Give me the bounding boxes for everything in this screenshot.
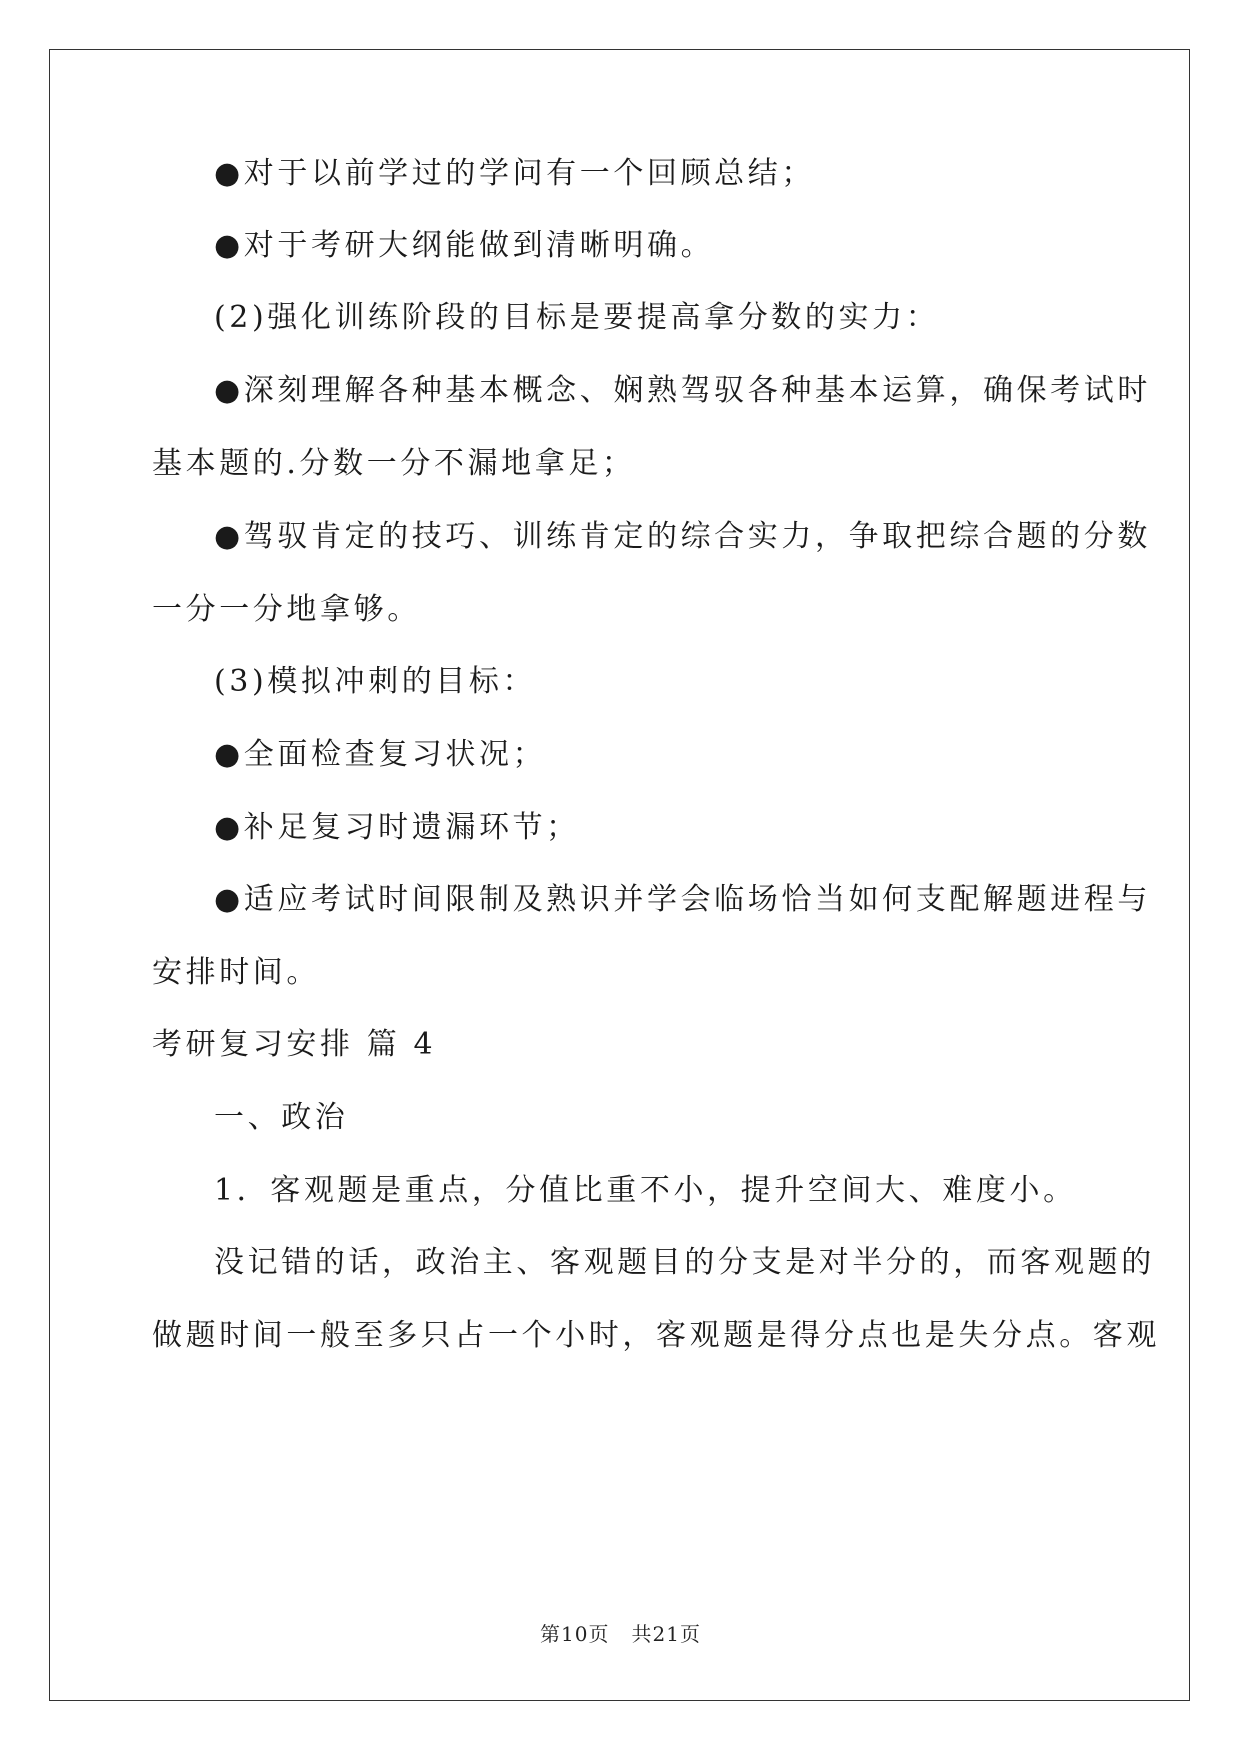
section-title: 考研复习安排 篇 4 <box>152 1027 437 1062</box>
total-pages: 共21页 <box>631 1622 701 1646</box>
subsection-heading-politics: 一、政治 <box>214 1100 349 1135</box>
paragraph-continuation: 一分一分地拿够。 <box>152 592 421 627</box>
page-footer <box>0 1622 1241 1646</box>
current-page-number: 第10页 <box>540 1622 610 1646</box>
bullet-review-summary: ●对于以前学过的学问有一个回顾总结； <box>214 156 815 191</box>
numbered-point-objective-questions: 1．客观题是重点，分值比重不小，提升空间大、难度小。 <box>214 1173 1077 1208</box>
page-border <box>49 49 1190 1701</box>
heading-mock-sprint-goal: (3)模拟冲刺的目标： <box>214 664 537 699</box>
paragraph-text: 没记错的话，政治主、客观题目的分支是对半分的，而客观题的 <box>214 1245 1155 1280</box>
bullet-syllabus-clarity: ●对于考研大纲能做到清晰明确。 <box>214 228 715 263</box>
paragraph-continuation: 安排时间。 <box>152 955 320 990</box>
paragraph-continuation: 基本题的.分数一分不漏地拿足； <box>152 446 636 481</box>
bullet-master-techniques: ●驾驭肯定的技巧、训练肯定的综合实力，争取把综合题的分数 <box>214 519 1151 554</box>
bullet-fill-missed-parts: ●补足复习时遗漏环节； <box>214 810 580 845</box>
bullet-adapt-exam-time: ●适应考试时间限制及熟识并学会临场恰当如何支配解题进程与 <box>214 882 1151 917</box>
paragraph-text: 做题时间一般至多只占一个小时，客观题是得分点也是失分点。客观 <box>152 1318 1160 1353</box>
bullet-understand-concepts: ●深刻理解各种基本概念、娴熟驾驭各种基本运算，确保考试时 <box>214 373 1151 408</box>
bullet-check-review-status: ●全面检查复习状况； <box>214 737 547 772</box>
heading-intensive-training-goal: (2)强化训练阶段的目标是要提高拿分数的实力： <box>214 300 940 335</box>
